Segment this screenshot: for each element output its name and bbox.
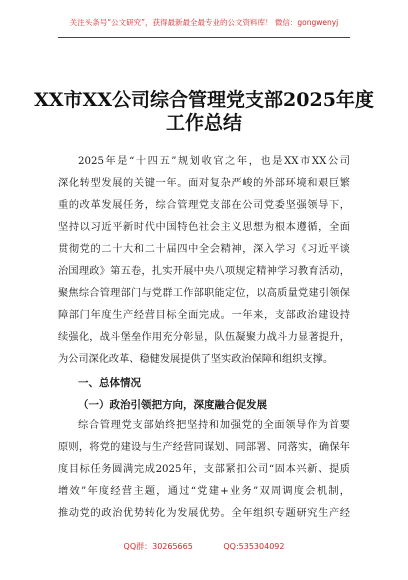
- paragraph-line: 聚焦综合管理部门与党群工作部职能定位，以高质量党建引领保: [58, 288, 350, 299]
- footer-qq: QQ:535304092: [223, 542, 285, 551]
- paragraph-line: 推动党的政治优势转化为发展优势。全年组织专题研究生产经: [58, 508, 350, 519]
- paragraph-line: 综合管理党支部始终把坚持和加强党的全面领导作为首要: [78, 420, 350, 431]
- header-divider: [58, 37, 350, 38]
- document-title-line1: XX市XX公司综合管理党支部2025年度: [34, 89, 374, 111]
- footer-qq-group: QQ群：30265665: [123, 542, 193, 551]
- paragraph-line: 2025年是“十四五”规划收官之年，也是XX市XX公司: [78, 156, 350, 167]
- header-notice: 关注头条号“公文研究”，获得最新最全最专业的公文资料库！ 微信：gongwenyj: [69, 18, 339, 27]
- footer-contact: [0, 541, 408, 552]
- paragraph-line: 增效”年度经营主题，通过“党建+业务”双周调度会机制，: [58, 486, 350, 497]
- paragraph-line: 深化转型发展的关键一年。面对复杂严峻的外部环境和艰巨繁: [58, 178, 350, 189]
- paragraph-line: 贯彻党的二十大和二十届四中全会精神，深入学习《习近平谈: [58, 244, 350, 255]
- paragraph-line: 原则，将党的建设与生产经营同谋划、同部署、同落实，确保年: [58, 442, 350, 453]
- paragraph-line: 治国理政》第五卷，扎实开展中央八项规定精神学习教育活动，: [58, 266, 350, 277]
- paragraph-line: 重的改革发展任务，综合管理党支部在公司党委坚强领导下，: [58, 200, 350, 211]
- paragraph-line: 度目标任务圆满完成2025年，支部紧扣公司“固本兴新、提质: [58, 464, 350, 475]
- paragraph-line: 续强化，战斗堡垒作用充分彰显，队伍凝聚力战斗力显著提升，: [58, 332, 350, 343]
- section-heading: 一、总体情况: [78, 377, 141, 389]
- subsection-heading: （一）政治引领把方向，深度融合促发展: [78, 399, 267, 411]
- document-title-line2: 工作总结: [165, 112, 242, 134]
- paragraph-line: 坚持以习近平新时代中国特色社会主义思想为根本遵循，全面: [58, 222, 350, 233]
- paragraph-line: 障部门年度生产经营目标全面完成。一年来，支部政治建设持: [58, 310, 350, 321]
- paragraph-line: 为公司深化改革、稳健发展提供了坚实政治保障和组织支撑。: [58, 354, 334, 365]
